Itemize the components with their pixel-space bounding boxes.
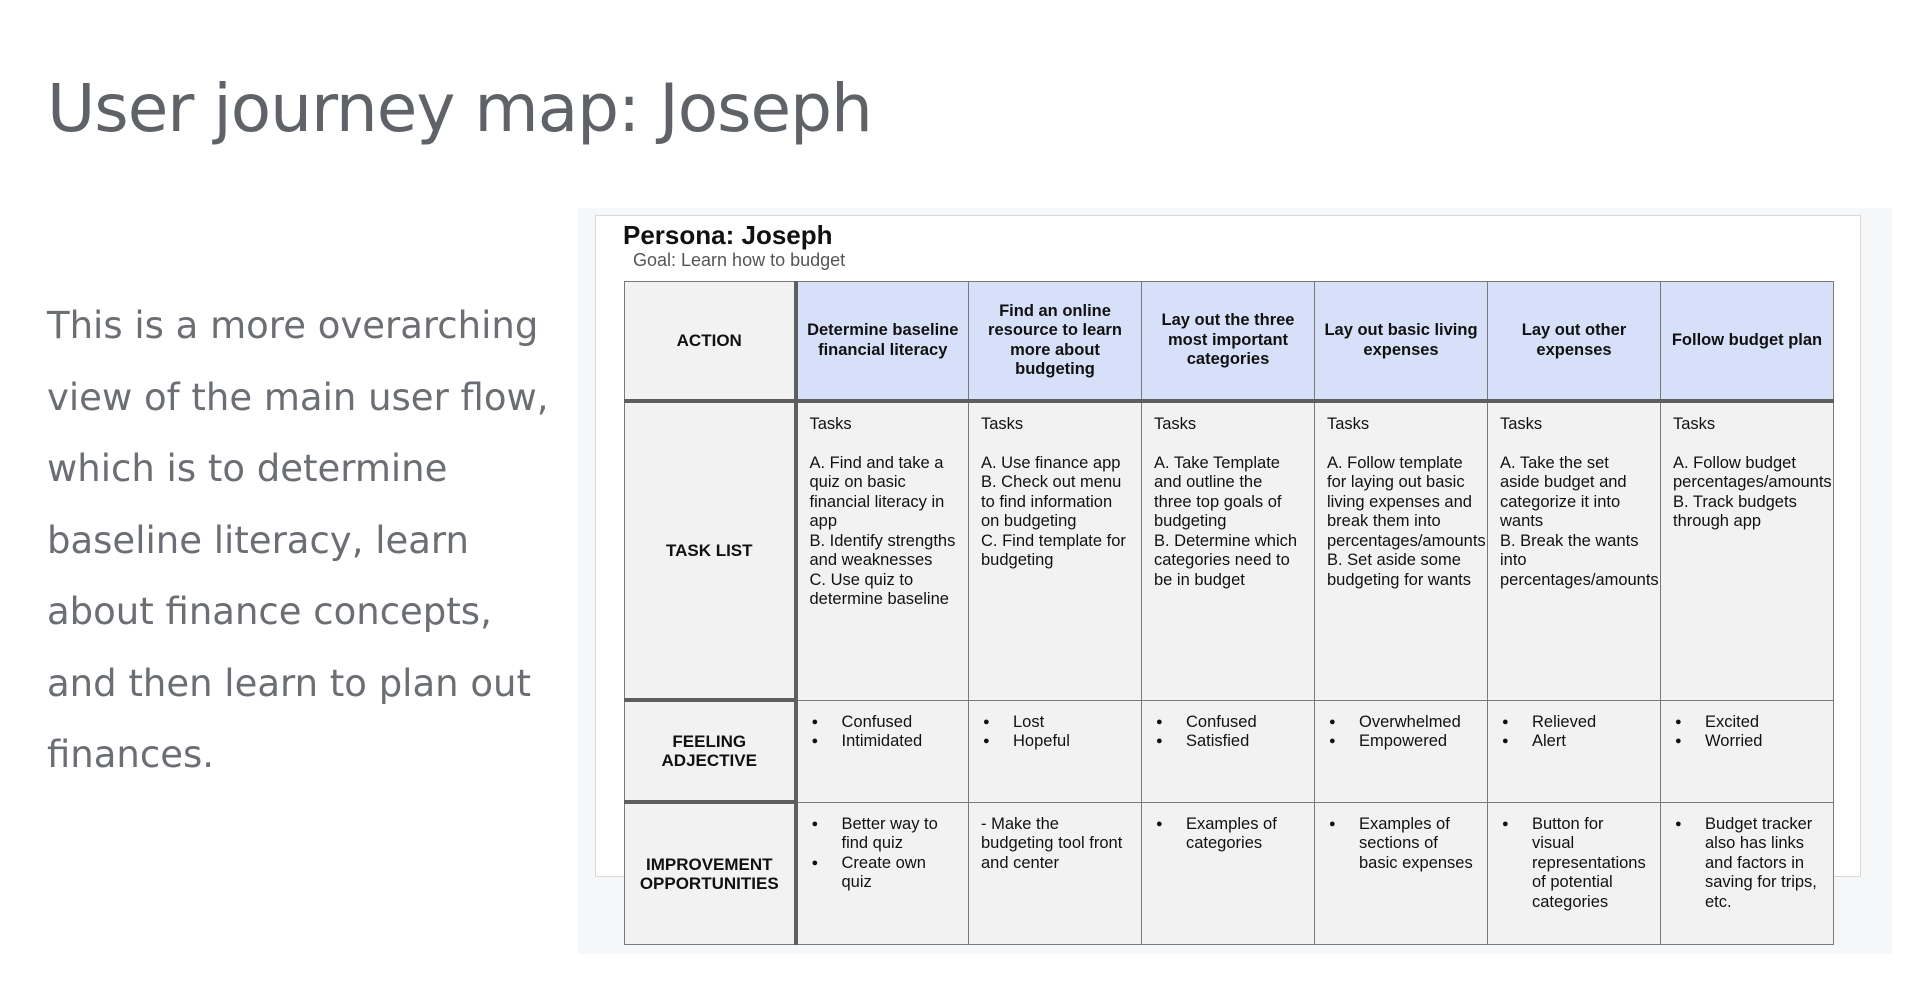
feeling-cell xyxy=(796,700,969,802)
feeling-item: ● Confused xyxy=(1186,713,1304,733)
task-item: A. Find and take a quiz on basic financial literacy in app xyxy=(809,453,945,530)
action-cell: Follow budget plan xyxy=(1661,282,1834,402)
improvement-cell xyxy=(1661,802,1834,945)
improvement-item: ● Budget tracker also has links and factors in saving for trips, etc. xyxy=(1705,815,1823,913)
action-cell: Lay out other expenses xyxy=(1488,282,1661,402)
task-item: A. Take the set aside budget and categorize it into wants xyxy=(1500,453,1627,530)
task-cell xyxy=(1488,401,1661,700)
row-header-feeling: FEELING ADJECTIVE xyxy=(625,700,796,802)
action-row xyxy=(625,282,1834,402)
improvement-item: ● Examples of categories xyxy=(1186,815,1304,854)
task-item: A. Take Template and outline the three top goals of budgeting xyxy=(1154,453,1282,530)
task-item: B. Track budgets through app xyxy=(1673,492,1797,530)
persona-title: Persona: Joseph xyxy=(623,220,833,250)
feeling-cell xyxy=(1315,700,1488,802)
row-header-task-list: TASK LIST xyxy=(625,401,796,700)
feeling-item: ● Worried xyxy=(1705,732,1823,752)
task-row xyxy=(625,401,1834,700)
feeling-item: ● Intimidated xyxy=(842,732,959,752)
feeling-cell xyxy=(1661,700,1834,802)
task-cell xyxy=(969,401,1142,700)
task-item: C. Use quiz to determine baseline xyxy=(809,570,949,608)
task-item: B. Break the wants into percentages/amounts xyxy=(1500,531,1659,589)
improvement-cell xyxy=(1488,802,1661,945)
feeling-item: ● Satisfied xyxy=(1186,732,1304,752)
tasks-label: Tasks xyxy=(1500,415,1543,433)
feeling-item: ● Overwhelmed xyxy=(1359,713,1477,733)
improvement-cell xyxy=(1315,802,1488,945)
improvement-row xyxy=(625,802,1834,945)
improvement-cell xyxy=(969,802,1142,945)
task-item: B. Identify strengths and weaknesses xyxy=(809,531,956,569)
feeling-item: ● Relieved xyxy=(1532,713,1650,733)
improvement-item: ● Button for visual representations of potential categories xyxy=(1532,815,1650,913)
tasks-label: Tasks xyxy=(981,415,1024,433)
task-cell xyxy=(1315,401,1488,700)
slide-title: User journey map: Joseph xyxy=(47,70,872,147)
feeling-row xyxy=(625,700,1834,802)
journey-map-figure xyxy=(578,208,1892,954)
tasks-label: Tasks xyxy=(809,415,852,433)
action-cell: Lay out basic living expenses xyxy=(1315,282,1488,402)
tasks-label: Tasks xyxy=(1327,415,1370,433)
improvement-item: ● Better way to find quiz xyxy=(842,815,959,854)
task-item: B. Set aside some budgeting for wants xyxy=(1327,551,1472,589)
feeling-cell xyxy=(969,700,1142,802)
feeling-cell xyxy=(1142,700,1315,802)
improvement-item: ● Examples of sections of basic expenses xyxy=(1359,815,1477,874)
task-item: C. Find template for budgeting xyxy=(981,531,1126,569)
feeling-item: ● Hopeful xyxy=(1013,732,1131,752)
task-item: B. Check out menu to find information on budgeting xyxy=(981,473,1122,530)
task-cell xyxy=(796,401,969,700)
feeling-item: ● Confused xyxy=(842,713,959,733)
feeling-cell xyxy=(1488,700,1661,802)
improvement-item: ● Create own quiz xyxy=(842,854,959,893)
improvement-item: - Make the budgeting tool front and center xyxy=(981,814,1123,872)
task-item: A. Follow budget percentages/amounts xyxy=(1673,453,1832,491)
improvement-cell xyxy=(796,802,969,945)
row-header-action: ACTION xyxy=(625,282,796,402)
journey-table xyxy=(624,281,1834,945)
feeling-item: ● Lost xyxy=(1013,713,1131,733)
improvement-cell xyxy=(1142,802,1315,945)
persona-goal: Goal: Learn how to budget xyxy=(633,250,846,270)
action-cell: Lay out the three most important categories xyxy=(1142,282,1315,402)
row-header-improvement: IMPROVEMENT OPPORTUNITIES xyxy=(625,802,796,945)
tasks-label: Tasks xyxy=(1673,415,1716,433)
task-item: A. Use finance app xyxy=(981,453,1121,472)
tasks-label: Tasks xyxy=(1154,415,1197,433)
task-cell xyxy=(1661,401,1834,700)
feeling-item: ● Alert xyxy=(1532,732,1650,752)
feeling-item: ● Excited xyxy=(1705,713,1823,733)
task-cell xyxy=(1142,401,1315,700)
feeling-item: ● Empowered xyxy=(1359,732,1477,752)
task-item: A. Follow template for laying out basic living expenses and break them into percentages/amounts xyxy=(1327,453,1486,550)
slide-body-text: This is a more overarching view of the main user flow, which is to determine baseline literacy, learn about finance concepts, and then learn to plan out finances. xyxy=(47,304,549,776)
action-cell: Find an online resource to learn more about budgeting xyxy=(969,282,1142,402)
action-cell: Determine baseline financial literacy xyxy=(796,282,969,402)
task-item: B. Determine which categories need to be in budget xyxy=(1154,531,1298,589)
